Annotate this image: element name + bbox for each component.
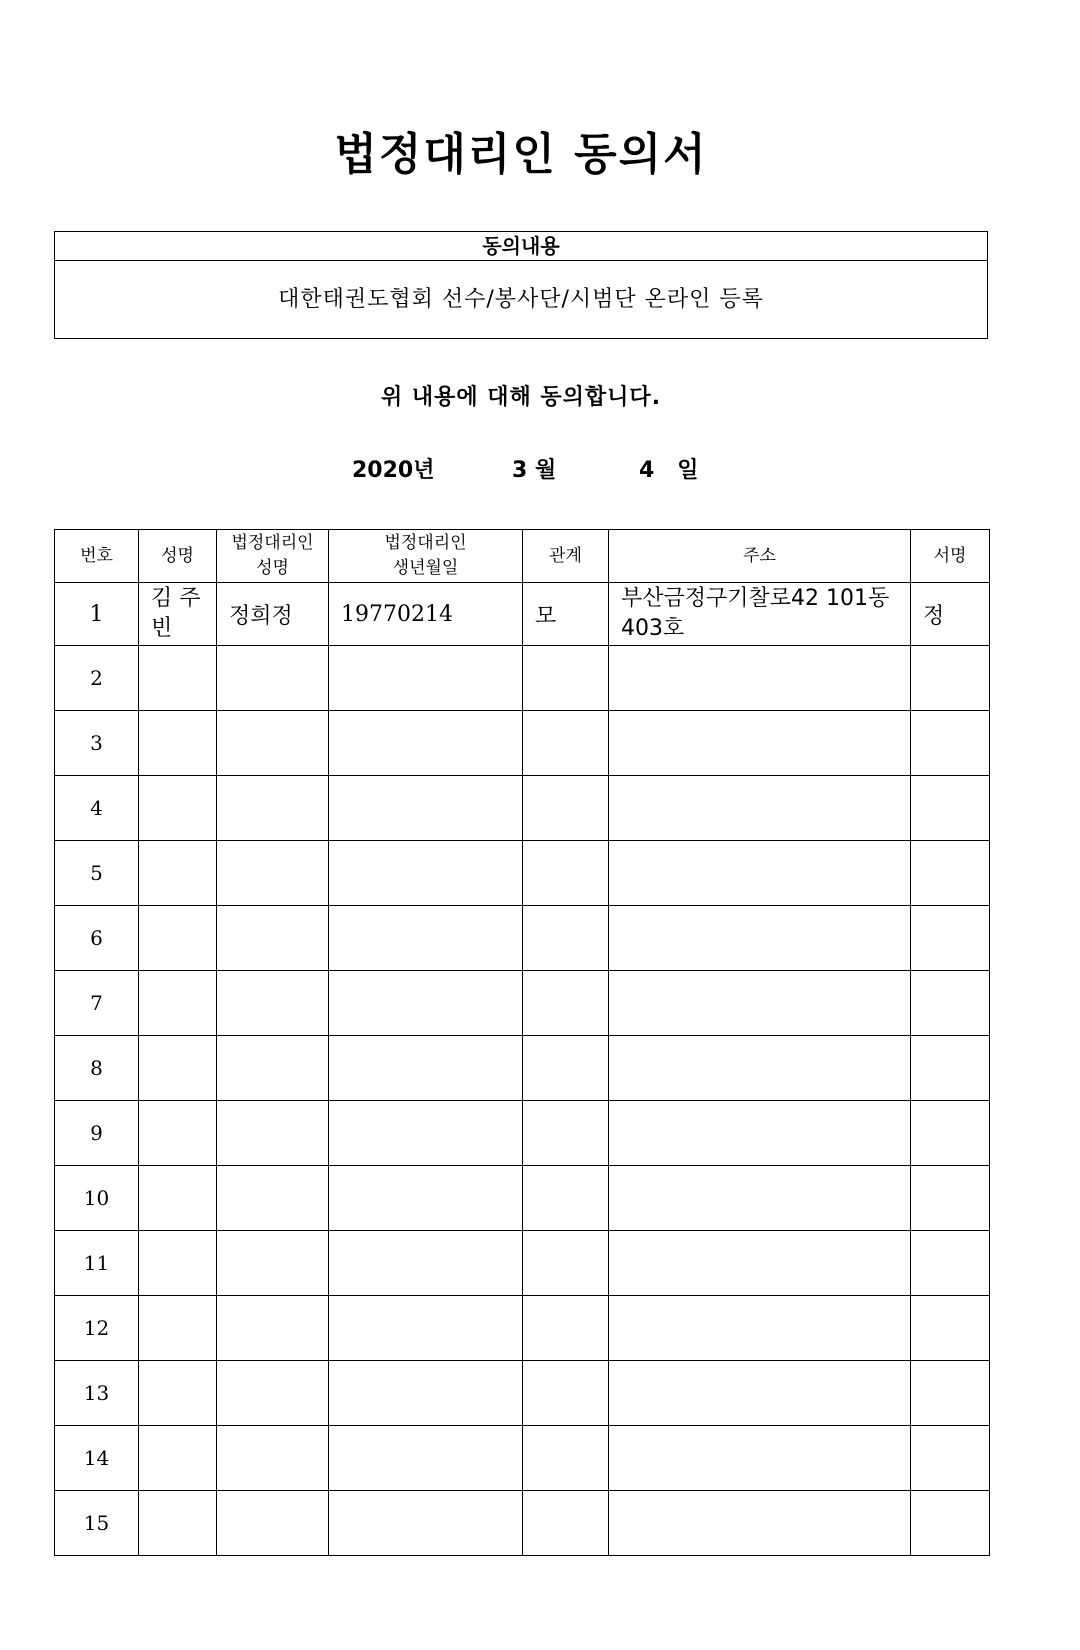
guardian-relation bbox=[523, 711, 609, 776]
participant-name bbox=[139, 1101, 217, 1166]
guardian-signature bbox=[911, 1036, 990, 1101]
table-row bbox=[55, 1231, 990, 1296]
table-row bbox=[55, 711, 990, 776]
guardian-relation: 모 bbox=[523, 583, 609, 646]
participant-name bbox=[139, 971, 217, 1036]
agreement-statement: 위 내용에 대해 동의합니다. bbox=[380, 385, 662, 410]
consent-content-body: 대한태권도협회 선수/봉사단/시범단 온라인 등록 bbox=[278, 287, 764, 312]
guardian-address bbox=[609, 971, 911, 1036]
table-row bbox=[55, 776, 990, 841]
guardian-address bbox=[609, 1166, 911, 1231]
participant-name bbox=[139, 646, 217, 711]
row-number: 4 bbox=[55, 776, 139, 841]
guardian-name bbox=[217, 841, 329, 906]
guardian-signature: 정 bbox=[911, 583, 990, 646]
guardian-name bbox=[217, 646, 329, 711]
guardian-signature bbox=[911, 1361, 990, 1426]
row-number: 13 bbox=[55, 1361, 139, 1426]
guardian-name bbox=[217, 1166, 329, 1231]
guardian-relation bbox=[523, 906, 609, 971]
guardian-relation bbox=[523, 1036, 609, 1101]
guardian-birthdate bbox=[329, 971, 523, 1036]
guardian-name bbox=[217, 971, 329, 1036]
participant-name bbox=[139, 906, 217, 971]
consent-content-header: 동의내용 bbox=[55, 232, 987, 261]
guardian-name bbox=[217, 1101, 329, 1166]
guardian-name bbox=[217, 776, 329, 841]
guardian-birthdate bbox=[329, 776, 523, 841]
guardian-address bbox=[609, 1491, 911, 1556]
guardian-signature bbox=[911, 1296, 990, 1361]
guardian-registration-table bbox=[54, 529, 990, 1556]
document-title: 법정대리인 동의서 bbox=[334, 129, 708, 180]
guardian-birthdate bbox=[329, 841, 523, 906]
row-number: 7 bbox=[55, 971, 139, 1036]
guardian-birthdate bbox=[329, 1491, 523, 1556]
guardian-address bbox=[609, 776, 911, 841]
guardian-relation bbox=[523, 1101, 609, 1166]
participant-name bbox=[139, 1296, 217, 1361]
header-no: 번호 bbox=[55, 530, 139, 583]
header-sign: 서명 bbox=[911, 530, 990, 583]
row-number: 11 bbox=[55, 1231, 139, 1296]
guardian-address bbox=[609, 1426, 911, 1491]
table-header-row bbox=[55, 530, 990, 583]
table-row bbox=[55, 1361, 990, 1426]
guardian-relation bbox=[523, 776, 609, 841]
table-row bbox=[55, 841, 990, 906]
date-day: 4 일 bbox=[639, 458, 699, 483]
table-row bbox=[55, 1426, 990, 1491]
table-row bbox=[55, 906, 990, 971]
guardian-birthdate bbox=[329, 1426, 523, 1491]
guardian-relation bbox=[523, 971, 609, 1036]
guardian-signature bbox=[911, 1101, 990, 1166]
guardian-signature bbox=[911, 1426, 990, 1491]
guardian-signature bbox=[911, 841, 990, 906]
guardian-address bbox=[609, 1296, 911, 1361]
guardian-birthdate bbox=[329, 1166, 523, 1231]
guardian-birthdate bbox=[329, 1101, 523, 1166]
header-rep-birth bbox=[329, 530, 523, 583]
table-row bbox=[55, 1491, 990, 1556]
row-number: 14 bbox=[55, 1426, 139, 1491]
guardian-birthdate bbox=[329, 1036, 523, 1101]
guardian-address bbox=[609, 841, 911, 906]
guardian-birthdate bbox=[329, 1361, 523, 1426]
row-number: 9 bbox=[55, 1101, 139, 1166]
guardian-signature bbox=[911, 776, 990, 841]
guardian-relation bbox=[523, 1296, 609, 1361]
guardian-address bbox=[609, 906, 911, 971]
header-name: 성명 bbox=[139, 530, 217, 583]
guardian-name bbox=[217, 906, 329, 971]
guardian-address bbox=[609, 1231, 911, 1296]
row-number: 8 bbox=[55, 1036, 139, 1101]
guardian-name bbox=[217, 1426, 329, 1491]
header-rep-name-line1: 법정대리인 bbox=[231, 533, 314, 553]
participant-name bbox=[139, 1036, 217, 1101]
guardian-name bbox=[217, 711, 329, 776]
guardian-address: 부산금정구기찰로42 101동 403호 bbox=[609, 583, 911, 646]
guardian-address bbox=[609, 711, 911, 776]
guardian-name bbox=[217, 1296, 329, 1361]
guardian-relation bbox=[523, 1231, 609, 1296]
guardian-relation bbox=[523, 1426, 609, 1491]
guardian-signature bbox=[911, 1491, 990, 1556]
guardian-name bbox=[217, 1036, 329, 1101]
guardian-birthdate bbox=[329, 906, 523, 971]
guardian-birthdate bbox=[329, 646, 523, 711]
guardian-signature bbox=[911, 646, 990, 711]
header-rep-birth-line2: 생년월일 bbox=[392, 558, 459, 578]
guardian-name bbox=[217, 1361, 329, 1426]
guardian-address bbox=[609, 1036, 911, 1101]
guardian-name bbox=[217, 1491, 329, 1556]
table-row bbox=[55, 646, 990, 711]
guardian-name bbox=[217, 1231, 329, 1296]
guardian-relation bbox=[523, 1491, 609, 1556]
row-number: 12 bbox=[55, 1296, 139, 1361]
guardian-address bbox=[609, 646, 911, 711]
participant-name bbox=[139, 1426, 217, 1491]
participant-name bbox=[139, 1166, 217, 1231]
table-row bbox=[55, 1166, 990, 1231]
header-address: 주소 bbox=[609, 530, 911, 583]
row-number: 2 bbox=[55, 646, 139, 711]
participant-name: 김 주 빈 bbox=[139, 583, 217, 646]
table-row bbox=[55, 1296, 990, 1361]
participant-name bbox=[139, 711, 217, 776]
guardian-relation bbox=[523, 646, 609, 711]
guardian-address bbox=[609, 1101, 911, 1166]
date-month: 3 월 bbox=[512, 458, 557, 483]
guardian-birthdate bbox=[329, 1231, 523, 1296]
guardian-signature bbox=[911, 1166, 990, 1231]
consent-content-box bbox=[54, 231, 988, 339]
guardian-signature bbox=[911, 711, 990, 776]
guardian-signature bbox=[911, 906, 990, 971]
participant-name bbox=[139, 776, 217, 841]
header-rep-birth-line1: 법정대리인 bbox=[384, 533, 467, 553]
row-number: 1 bbox=[55, 583, 139, 646]
header-rep-name-line2: 성명 bbox=[256, 558, 289, 578]
header-rep-name bbox=[217, 530, 329, 583]
guardian-relation bbox=[523, 841, 609, 906]
row-number: 6 bbox=[55, 906, 139, 971]
row-number: 3 bbox=[55, 711, 139, 776]
guardian-name: 정희정 bbox=[217, 583, 329, 646]
row-number: 5 bbox=[55, 841, 139, 906]
participant-name bbox=[139, 841, 217, 906]
participant-name bbox=[139, 1361, 217, 1426]
table-row bbox=[55, 971, 990, 1036]
date-year: 2020년 bbox=[352, 458, 435, 483]
row-number: 10 bbox=[55, 1166, 139, 1231]
table-row bbox=[55, 583, 990, 646]
participant-name bbox=[139, 1491, 217, 1556]
guardian-birthdate: 19770214 bbox=[329, 583, 523, 646]
header-relation: 관계 bbox=[523, 530, 609, 583]
guardian-birthdate bbox=[329, 1296, 523, 1361]
guardian-signature bbox=[911, 1231, 990, 1296]
guardian-birthdate bbox=[329, 711, 523, 776]
guardian-relation bbox=[523, 1166, 609, 1231]
guardian-address bbox=[609, 1361, 911, 1426]
guardian-relation bbox=[523, 1361, 609, 1426]
table-row bbox=[55, 1101, 990, 1166]
participant-name bbox=[139, 1231, 217, 1296]
table-row bbox=[55, 1036, 990, 1101]
guardian-signature bbox=[911, 971, 990, 1036]
row-number: 15 bbox=[55, 1491, 139, 1556]
